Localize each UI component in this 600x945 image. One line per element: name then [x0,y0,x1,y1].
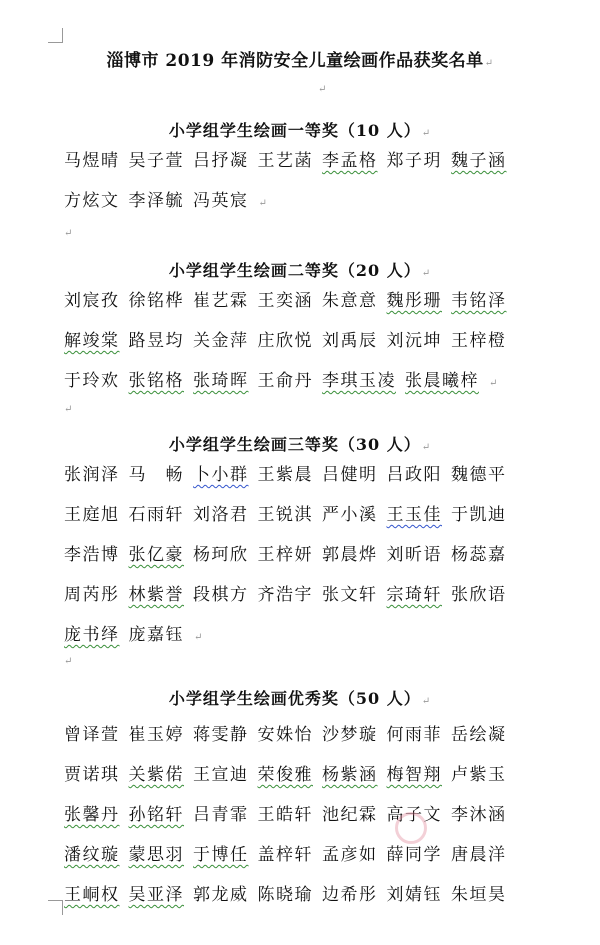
paragraph-mark: ↵ [64,404,73,415]
name: 张文轩 [322,585,378,605]
name: 崔艺霖 [193,291,249,311]
name: 卢紫玉 [451,765,507,785]
name-line [64,462,564,502]
name: 王庭旭 [64,505,120,525]
name: 关金萍 [193,331,249,351]
name: 王锐淇 [257,505,313,525]
name: 吕政阳 [386,465,442,485]
name: 孙铭轩 [128,805,184,825]
name: 关紫偌 [128,765,184,785]
paragraph-mark: ↵ [421,442,432,453]
name: 刘婧钰 [386,885,442,905]
name: 王紫晨 [257,465,313,485]
name: 沙梦璇 [322,725,378,745]
name: 安姝怡 [257,725,313,745]
name: 齐浩宇 [257,585,313,605]
name: 张欣语 [451,585,507,605]
name: 张亿豪 [128,545,184,565]
name: 曾译萱 [64,725,120,745]
heading-text: 小学组学生绘画三等奖（30 人） [168,435,421,454]
name: 郑子玥 [386,151,442,171]
name: 李泽毓 [128,191,184,211]
section-heading-third-prize [0,432,600,455]
name: 薛同学 [386,845,442,865]
name: 蒙思羽 [128,845,184,865]
paragraph-mark: ↵ [258,198,269,209]
name: 刘沅坤 [386,331,442,351]
name: 陈晓瑜 [257,885,313,905]
name: 杨蕊嘉 [451,545,507,565]
name: 魏子涵 [451,151,507,171]
heading-text: 小学组学生绘画一等奖（10 人） [168,121,421,140]
watermark-logo-icon [395,812,427,844]
name: 王玉佳 [386,505,442,525]
name: 郭龙威 [193,885,249,905]
name: 解竣棠 [64,331,120,351]
name: 吴子萱 [128,151,184,171]
name-line [64,328,564,368]
name: 刘昕语 [386,545,442,565]
name: 周芮彤 [64,585,120,605]
name-line [64,288,564,328]
name: 于玲欢 [64,371,120,391]
paragraph-mark: ↵ [484,58,494,69]
name: 韦铭泽 [451,291,507,311]
paragraph-mark: ↵ [64,656,73,667]
name: 马 畅 [128,465,184,485]
name: 林紫誉 [128,585,184,605]
paragraph-mark: ↵ [318,84,327,95]
name: 王皓轩 [257,805,313,825]
paragraph-mark: ↵ [421,128,432,139]
name: 徐铭桦 [128,291,184,311]
name: 郭晨烨 [322,545,378,565]
name: 何雨菲 [386,725,442,745]
name: 王宣迪 [193,765,249,785]
name: 高子文 [386,805,442,825]
site-watermark [395,812,545,852]
name: 马煜晴 [64,151,120,171]
name: 魏彤珊 [386,291,442,311]
name: 边希彤 [322,885,378,905]
name-line [64,582,564,622]
name: 李琪玉凌 [322,371,396,391]
name: 王梓妍 [257,545,313,565]
name: 庞嘉钰 [128,625,184,645]
name: 石雨轩 [128,505,184,525]
heading-text: 小学组学生绘画优秀奖（50 人） [168,689,421,708]
name: 方炫文 [64,191,120,211]
name: 张润泽 [64,465,120,485]
name: 路昱均 [128,331,184,351]
name: 冯英宸 [193,191,249,211]
name: 王峒权 [64,885,120,905]
name: 王奕涵 [257,291,313,311]
name: 段棋方 [193,585,249,605]
paragraph-mark: ↵ [421,696,432,707]
name: 宗琦轩 [386,585,442,605]
name-line [64,722,564,762]
name: 庞书绎 [64,625,120,645]
name-line [64,502,564,542]
page-corner-mark-top [48,28,63,43]
paragraph-mark: ↵ [421,268,432,279]
name: 刘禹辰 [322,331,378,351]
name: 王俞丹 [257,371,313,391]
name: 李浩博 [64,545,120,565]
name: 于凯迪 [451,505,507,525]
name: 池纪霖 [322,805,378,825]
paragraph-mark: ↵ [489,378,499,389]
name: 荣俊雅 [257,765,313,785]
name: 贾诺琪 [64,765,120,785]
name: 刘洛君 [193,505,249,525]
name: 唐晨洋 [451,845,507,865]
name: 吕抒凝 [193,151,249,171]
name: 蒋雯静 [193,725,249,745]
name: 盖梓轩 [257,845,313,865]
name: 杨珂欣 [193,545,249,565]
name-line [64,542,564,582]
name-line [64,882,564,922]
name: 严小溪 [322,505,378,525]
name: 潘纹璇 [64,845,120,865]
name: 张晨曦梓 [405,371,479,391]
title-text: 淄博市 2019 年消防安全儿童绘画作品获奖名单 [106,51,484,71]
name: 卜小群 [193,465,249,485]
name: 吴亚泽 [128,885,184,905]
names-list-first-prize [64,148,564,228]
name: 孟彦如 [322,845,378,865]
name-line [64,368,564,408]
name: 吕青霏 [193,805,249,825]
paragraph-mark: ↵ [194,632,204,643]
name: 杨紫涵 [322,765,378,785]
name: 崔玉婷 [128,725,184,745]
names-list-third-prize [64,462,564,662]
name: 梅智翔 [386,765,442,785]
paragraph-mark: ↵ [64,228,73,239]
name: 岳绘凝 [451,725,507,745]
section-heading-merit-award [0,686,600,709]
name: 吕健明 [322,465,378,485]
name: 张馨丹 [64,805,120,825]
name: 刘宸孜 [64,291,120,311]
name: 李孟格 [322,151,378,171]
name: 朱垣昊 [451,885,507,905]
name: 李沐涵 [451,805,507,825]
name: 张铭格 [128,371,184,391]
name-line [64,762,564,802]
document-title [0,46,600,71]
name: 王艺菡 [257,151,313,171]
name: 魏德平 [451,465,507,485]
name-line [64,148,564,188]
section-heading-second-prize [0,258,600,281]
name: 于博任 [193,845,249,865]
name-line [64,188,564,228]
name-line [64,622,564,662]
section-heading-first-prize [0,118,600,141]
names-list-second-prize [64,288,564,408]
name: 朱意意 [322,291,378,311]
heading-text: 小学组学生绘画二等奖（20 人） [168,261,421,280]
page-corner-mark-bottom [48,900,63,915]
name: 张琦晖 [193,371,249,391]
name: 庄欣悦 [257,331,313,351]
name: 王梓橙 [451,331,507,351]
